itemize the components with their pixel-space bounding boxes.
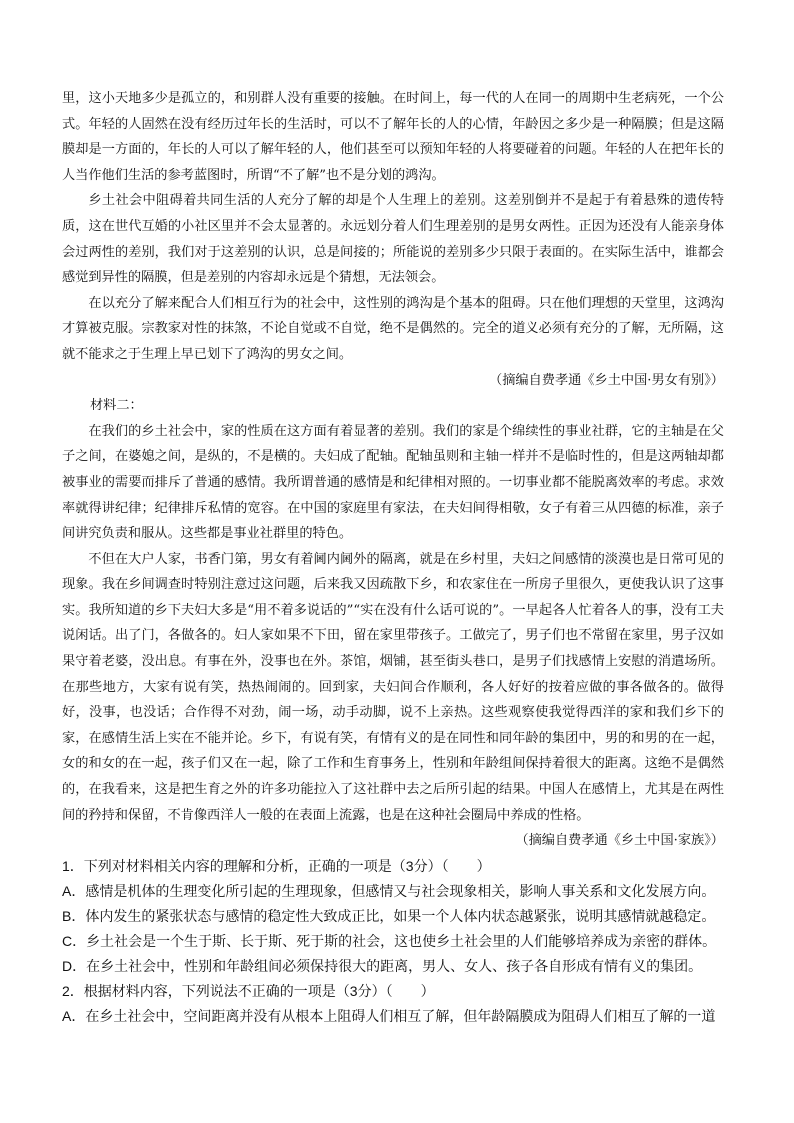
material2-label: 材料二： (90, 398, 143, 414)
question-1-option-c: C．乡土社会是一个生于斯、长于斯、死于斯的社会，这也使乡土社会里的人们能够培养成为亲密的群体。 (62, 932, 717, 949)
question-1-stem: 1．下列对材料相关内容的理解和分析，正确的一项是（3分）（ ） (62, 857, 491, 874)
question-1-option-b: B．体内发生的紧张状态与感情的稳定性大致成正比，如果一个人体内状态越紧张，说明其感情就越稳定。 (62, 907, 716, 924)
material1-paragraph-2: 乡土社会中阻碍着共同生活的人充分了解的却是个人生理上的差别。这差别倒并不是起于有着悬殊的遗传特质，这在世代互婚的小社区里并不会太显著的。永远划分着人们生理差别的是男女两性。正因为还没有人能亲身体会过两性的差别，我们对于这差别的认识，总是间接的；所能说的差别多少只限于表面的。在实际生活中，谁都会感觉到异性的隔膜，但是差别的内容却永远是个猜想，无法领会。 (62, 193, 724, 286)
question-2-stem: 2．根据材料内容，下列说法不正确的一项是（3分）（ ） (62, 982, 435, 999)
question-1-option-a: A．感情是机体的生理变化所引起的生理现象，但感情又与社会现象相关，影响人事关系和文化发展方向。 (62, 882, 716, 899)
question-1-option-d: D．在乡土社会中，性别和年龄组间必须保持很大的距离，男人、女人、孩子各自形成有情有义的集团。 (62, 957, 703, 974)
question-2-option-a: A．在乡土社会中，空间距离并没有从根本上阻碍人们相互了解，但年龄隔膜成为阻碍人们相互了解的一道 (62, 1007, 716, 1024)
material1-paragraph-1: 里，这小天地多少是孤立的，和别群人没有重要的接触。在时间上，每一代的人在同一的周期中生老病死，一个公式。年轻的人固然在没有经历过年长的生活时，可以不了解年长的人的心情，年龄因之多少是一种隔膜；但是这隔膜却是一方面的，年长的人可以了解年轻的人，他们甚至可以预知年轻的人将要碰着的问题。年轻的人在把年长的人当作他们生活的参考蓝图时，所谓“不了解”也不是分划的鸿沟。 (62, 91, 724, 183)
material1-paragraph-3: 在以充分了解来配合人们相互行为的社会中，这性别的鸿沟是个基本的阻碍。只在他们理想的天堂里，这鸿沟才算被克服。宗教家对性的抹煞，不论自觉或不自觉，绝不是偶然的。完全的道义必须有充分的了解，无所隔，这就不能求之于生理上早已划下了鸿沟的男女之间。 (62, 295, 724, 362)
material2-source: （摘编自费孝通《乡土中国·家族》） (515, 833, 724, 849)
material2-paragraph-2: 不但在大户人家，书香门第，男女有着阃内阃外的隔离，就是在乡村里，夫妇之间感情的淡漠也是日常可见的现象。我在乡间调查时特别注意过这问题，后来我又因疏散下乡，和农家住在一所房子里很久，更使我认识了这事实。我所知道的乡下夫妇大多是“用不着多说话的”“实在没有什么话可说的”。一早起各人忙着各人的事，没有工夫说闲话。出了门，各做各的。妇人家如果不下田，留在家里带孩子。工做完了，男子们也不常留在家里，男子汉如果守着老婆，没出息。有事在外，没事也在外。茶馆，烟铺，甚至街头巷口，是男子们找感情上安慰的消遣场所。在那些地方，大家有说有笑，热热闹闹的。回到家，夫妇间合作顺利，各人好好的按着应做的事各做各的。做得好，没事，也没话；合作得不对劲，闹一场，动手动脚，说不上亲热。这些观察使我觉得西洋的家和我们乡下的家，在感情生活上实在不能并论。乡下，有说有笑，有情有义的是在同性和同年龄的集团中，男的和男的在一起，女的和女的在一起，孩子们又在一起，除了工作和生育事务上，性别和年龄组间保持着很大的距离。这绝不是偶然的，在我看来，这是把生育之外的许多功能拉入了这社群中去之后所引起的结果。中国人在感情上，尤其是在两性间的矜持和保留，不肯像西洋人一般的在表面上流露，也是在这种社会圈局中养成的性格。 (62, 551, 724, 823)
material2-paragraph-1: 在我们的乡土社会中，家的性质在这方面有着显著的差别。我们的家是个绵续性的事业社群，它的主轴是在父子之间，在婆媳之间，是纵的，不是横的。夫妇成了配轴。配轴虽则和主轴一样并不是临时性的，但是这两轴却都被事业的需要而排斥了普通的感情。我所谓普通的感情是和纪律相对照的。一切事业都不能脱离效率的考虑。求效率就得讲纪律；纪律排斥私情的宽容。在中国的家庭里有家法，在夫妇间得相敬，女子有着三从四德的标准，亲子间讲究负责和服从。这些都是事业社群里的特色。 (62, 423, 724, 542)
material1-source: （摘编自费孝通《乡土中国·男女有别》） (489, 372, 724, 388)
